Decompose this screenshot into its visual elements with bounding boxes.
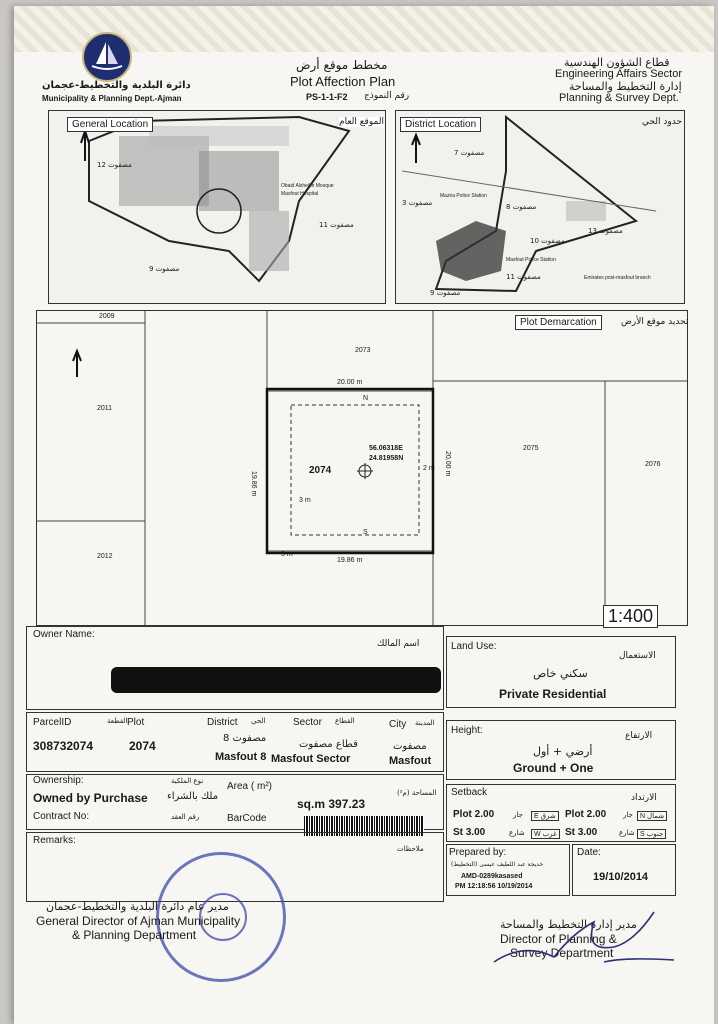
municipality-name-ar: دائرة البلدية والتخطيط-عجمان <box>42 80 191 91</box>
map-place: مصفوت 3 <box>402 199 433 207</box>
setback-east-direction: E شرق <box>531 811 559 821</box>
barcode-label: BarCode <box>227 813 267 824</box>
general-location-label: General Location <box>67 117 153 132</box>
height-label-ar: الارتفاع <box>625 731 653 741</box>
map-place: Masfout Police Station <box>506 257 556 263</box>
municipality-logo <box>82 32 132 82</box>
setback-west-label: 3 m <box>299 497 311 504</box>
setback-east-ar: جار <box>513 811 523 819</box>
plot-demarcation-drawing <box>37 311 687 625</box>
form-number: PS-1-1-F2 <box>306 92 348 102</box>
land-use-box <box>446 636 676 708</box>
sector-label: Sector <box>293 717 322 728</box>
map-place: مصفوت 12 <box>97 161 132 169</box>
setback-west-value: St 3.00 <box>453 827 486 838</box>
map-place: مصفوت 13 <box>588 227 623 235</box>
date-value: 19/10/2014 <box>593 871 649 883</box>
map-place: مصفوت 11 <box>319 221 354 229</box>
land-use-value-ar: سكني خاص <box>533 667 588 680</box>
setback-north-label: N <box>363 395 369 402</box>
plot-label: Plot <box>127 717 145 728</box>
city-value-ar: مصفوت <box>393 741 427 752</box>
setback-west-ar: شارع <box>509 829 525 837</box>
title-en: Plot Affection Plan <box>290 74 396 89</box>
neighbor-plot-number: 2073 <box>355 347 371 354</box>
coordinate-east: 56.06318E <box>369 445 403 452</box>
neighbor-plot-number: 2009 <box>99 313 115 320</box>
setback-north-value: Plot 2.00 <box>565 809 607 820</box>
sector-name-en: Engineering Affairs Sector <box>555 68 682 80</box>
map-place: Emirates post-masfout branch <box>584 275 651 281</box>
contract-label: Contract No: <box>33 811 90 822</box>
district-location-label-ar: حدود الحي <box>642 117 683 127</box>
document-sheet <box>14 6 714 1024</box>
form-number-label-ar: رقم النموذج <box>364 91 410 101</box>
dimension-top: 20.00 m <box>337 379 363 386</box>
director-signature <box>484 902 684 972</box>
plot-demarcation-label: Plot Demarcation <box>515 315 602 330</box>
municipality-name-en: Municipality & Planning Dept.-Ajman <box>42 94 182 103</box>
setback-north-ar: جار <box>623 811 633 819</box>
plot-value: 2074 <box>129 739 156 753</box>
map-place: مصفوت 11 <box>506 273 541 281</box>
prepared-by-label: Prepared by: <box>449 847 507 858</box>
map-place: مصفوت 9 <box>430 289 461 297</box>
owner-name-box <box>26 626 444 710</box>
prepared-by-box <box>446 844 570 896</box>
ownership-value-en: Owned by Purchase <box>33 791 148 805</box>
prepared-by-name-ar: خديجة عبد اللطيف عيسى (التخطيط) <box>451 861 544 868</box>
dept-name-en: Planning & Survey Dept. <box>559 92 679 104</box>
director-title-en-1: Director of Planning & <box>500 932 617 946</box>
setback-west-direction: W غرب <box>531 829 560 839</box>
map-place: مصفوت 7 <box>454 149 485 157</box>
sector-name-ar: قطاع الشؤون الهندسية <box>564 56 670 69</box>
height-value-en: Ground + One <box>513 761 594 775</box>
setback-label-ar: الارتداد <box>631 793 657 803</box>
land-use-label: Land Use: <box>451 641 497 652</box>
general-director-title-en-1: General Director of Ajman Municipality <box>36 914 241 928</box>
general-location-label-ar: الموقع العام <box>339 117 384 127</box>
parcel-id-value: 308732074 <box>33 739 94 753</box>
plot-boundary <box>267 389 433 553</box>
plot-number: 2074 <box>309 465 332 476</box>
map-place: Mazira Police Station <box>440 193 487 199</box>
height-box <box>446 720 676 780</box>
land-use-value-en: Private Residential <box>499 687 607 701</box>
land-use-label-ar: الاستعمال <box>619 651 656 661</box>
dimension-right: 20.00 m <box>444 451 451 477</box>
neighbor-plot-number: 2011 <box>97 405 113 412</box>
general-location-map-drawing <box>49 111 385 303</box>
setback-east-value: Plot 2.00 <box>453 809 495 820</box>
height-value-ar: أرضي + أول <box>533 745 593 758</box>
scale-label: 1:400 <box>603 605 658 628</box>
ownership-label-ar: نوع الملكية <box>171 777 204 785</box>
district-value-ar: مصفوت 8 <box>223 733 267 744</box>
remarks-label-ar: ملاحظات <box>397 845 424 853</box>
prepared-by-code: AMD-0289kasased <box>461 873 523 880</box>
title-ar: مخطط موقع أرض <box>296 58 388 72</box>
north-arrow-icon <box>81 131 89 161</box>
setback-box <box>446 784 676 842</box>
ownership-value-ar: ملك بالشراء <box>167 791 219 802</box>
ownership-label: Ownership: <box>33 775 84 786</box>
dimension-left: 19.86 m <box>250 471 257 497</box>
neighbor-plot-number: 2076 <box>645 461 661 468</box>
owner-name-label-ar: اسم المالك <box>377 639 420 649</box>
parcel-id-label-ar: القطعة <box>107 717 128 725</box>
setback-north-direction: N شمال <box>637 811 667 821</box>
date-box <box>572 844 676 896</box>
general-director-title-ar: مدير عام دائرة البلدية والتخطيط-عجمان <box>46 900 229 913</box>
contract-label-ar: رقم العقد <box>171 813 200 821</box>
district-location-map <box>395 110 685 304</box>
district-value-en: Masfout 8 <box>215 751 267 763</box>
sector-label-ar: القطاع <box>335 717 355 725</box>
plot-demarcation-label-ar: تحديد موقع الأرض <box>621 317 689 327</box>
dept-name-ar: إدارة التخطيط والمساحة <box>569 80 682 93</box>
north-arrow-icon <box>412 135 420 163</box>
map-place: مصفوت 10 <box>530 237 565 245</box>
area-value: sq.m 397.23 <box>297 797 366 811</box>
coordinate-north: 24.81958N <box>369 455 404 462</box>
map-place: Obaid Alsheikh Mosque <box>281 183 334 189</box>
north-arrow-icon <box>73 351 81 377</box>
prepared-by-time: PM 12:18:56 10/19/2014 <box>455 883 533 890</box>
sector-value-en: Masfout Sector <box>271 753 351 765</box>
setback-corner-label: 3 m <box>281 551 293 558</box>
setback-south-direction: S جنوب <box>637 829 666 839</box>
area-label-ar: المساحة (م²) <box>397 789 437 797</box>
map-place: مصفوت 8 <box>506 203 537 211</box>
height-label: Height: <box>451 725 483 736</box>
neighbor-plot-number: 2075 <box>523 445 539 452</box>
sector-value-ar: قطاع مصفوت <box>299 739 358 750</box>
city-label: City <box>389 719 407 730</box>
district-location-label: District Location <box>400 117 481 132</box>
parcel-info-box <box>26 712 444 772</box>
neighbor-plot-number: 2012 <box>97 553 113 560</box>
dimension-bottom: 19.86 m <box>337 557 363 564</box>
setback-east-label: 2 m <box>423 465 435 472</box>
district-label: District <box>207 717 238 728</box>
map-place: مصفوت 9 <box>149 265 180 273</box>
city-value-en: Masfout <box>389 755 432 767</box>
redacted-owner-name <box>111 667 441 693</box>
parcel-id-label: ParcelID <box>33 717 72 728</box>
general-director-title-en-2: & Planning Department <box>72 928 197 942</box>
setback-south-ar: شارع <box>619 829 635 837</box>
district-label-ar: الحي <box>251 717 266 725</box>
setback-south-value: St 3.00 <box>565 827 598 838</box>
general-location-map <box>48 110 386 304</box>
director-title-en-2: Survey Department <box>510 946 614 960</box>
map-place: Masfout Hospital <box>281 191 319 197</box>
remarks-label: Remarks: <box>33 835 76 846</box>
city-label-ar: المدينة <box>415 719 435 727</box>
setback-label: Setback <box>451 787 488 798</box>
owner-name-label: Owner Name: <box>33 629 95 640</box>
director-title-ar: مدير إدارة التخطيط والمساحة <box>500 918 637 931</box>
area-label: Area ( m²) <box>227 781 272 792</box>
date-label: Date: <box>577 847 601 858</box>
setback-south-label: S <box>363 529 368 536</box>
plot-demarcation-plan <box>36 310 688 626</box>
